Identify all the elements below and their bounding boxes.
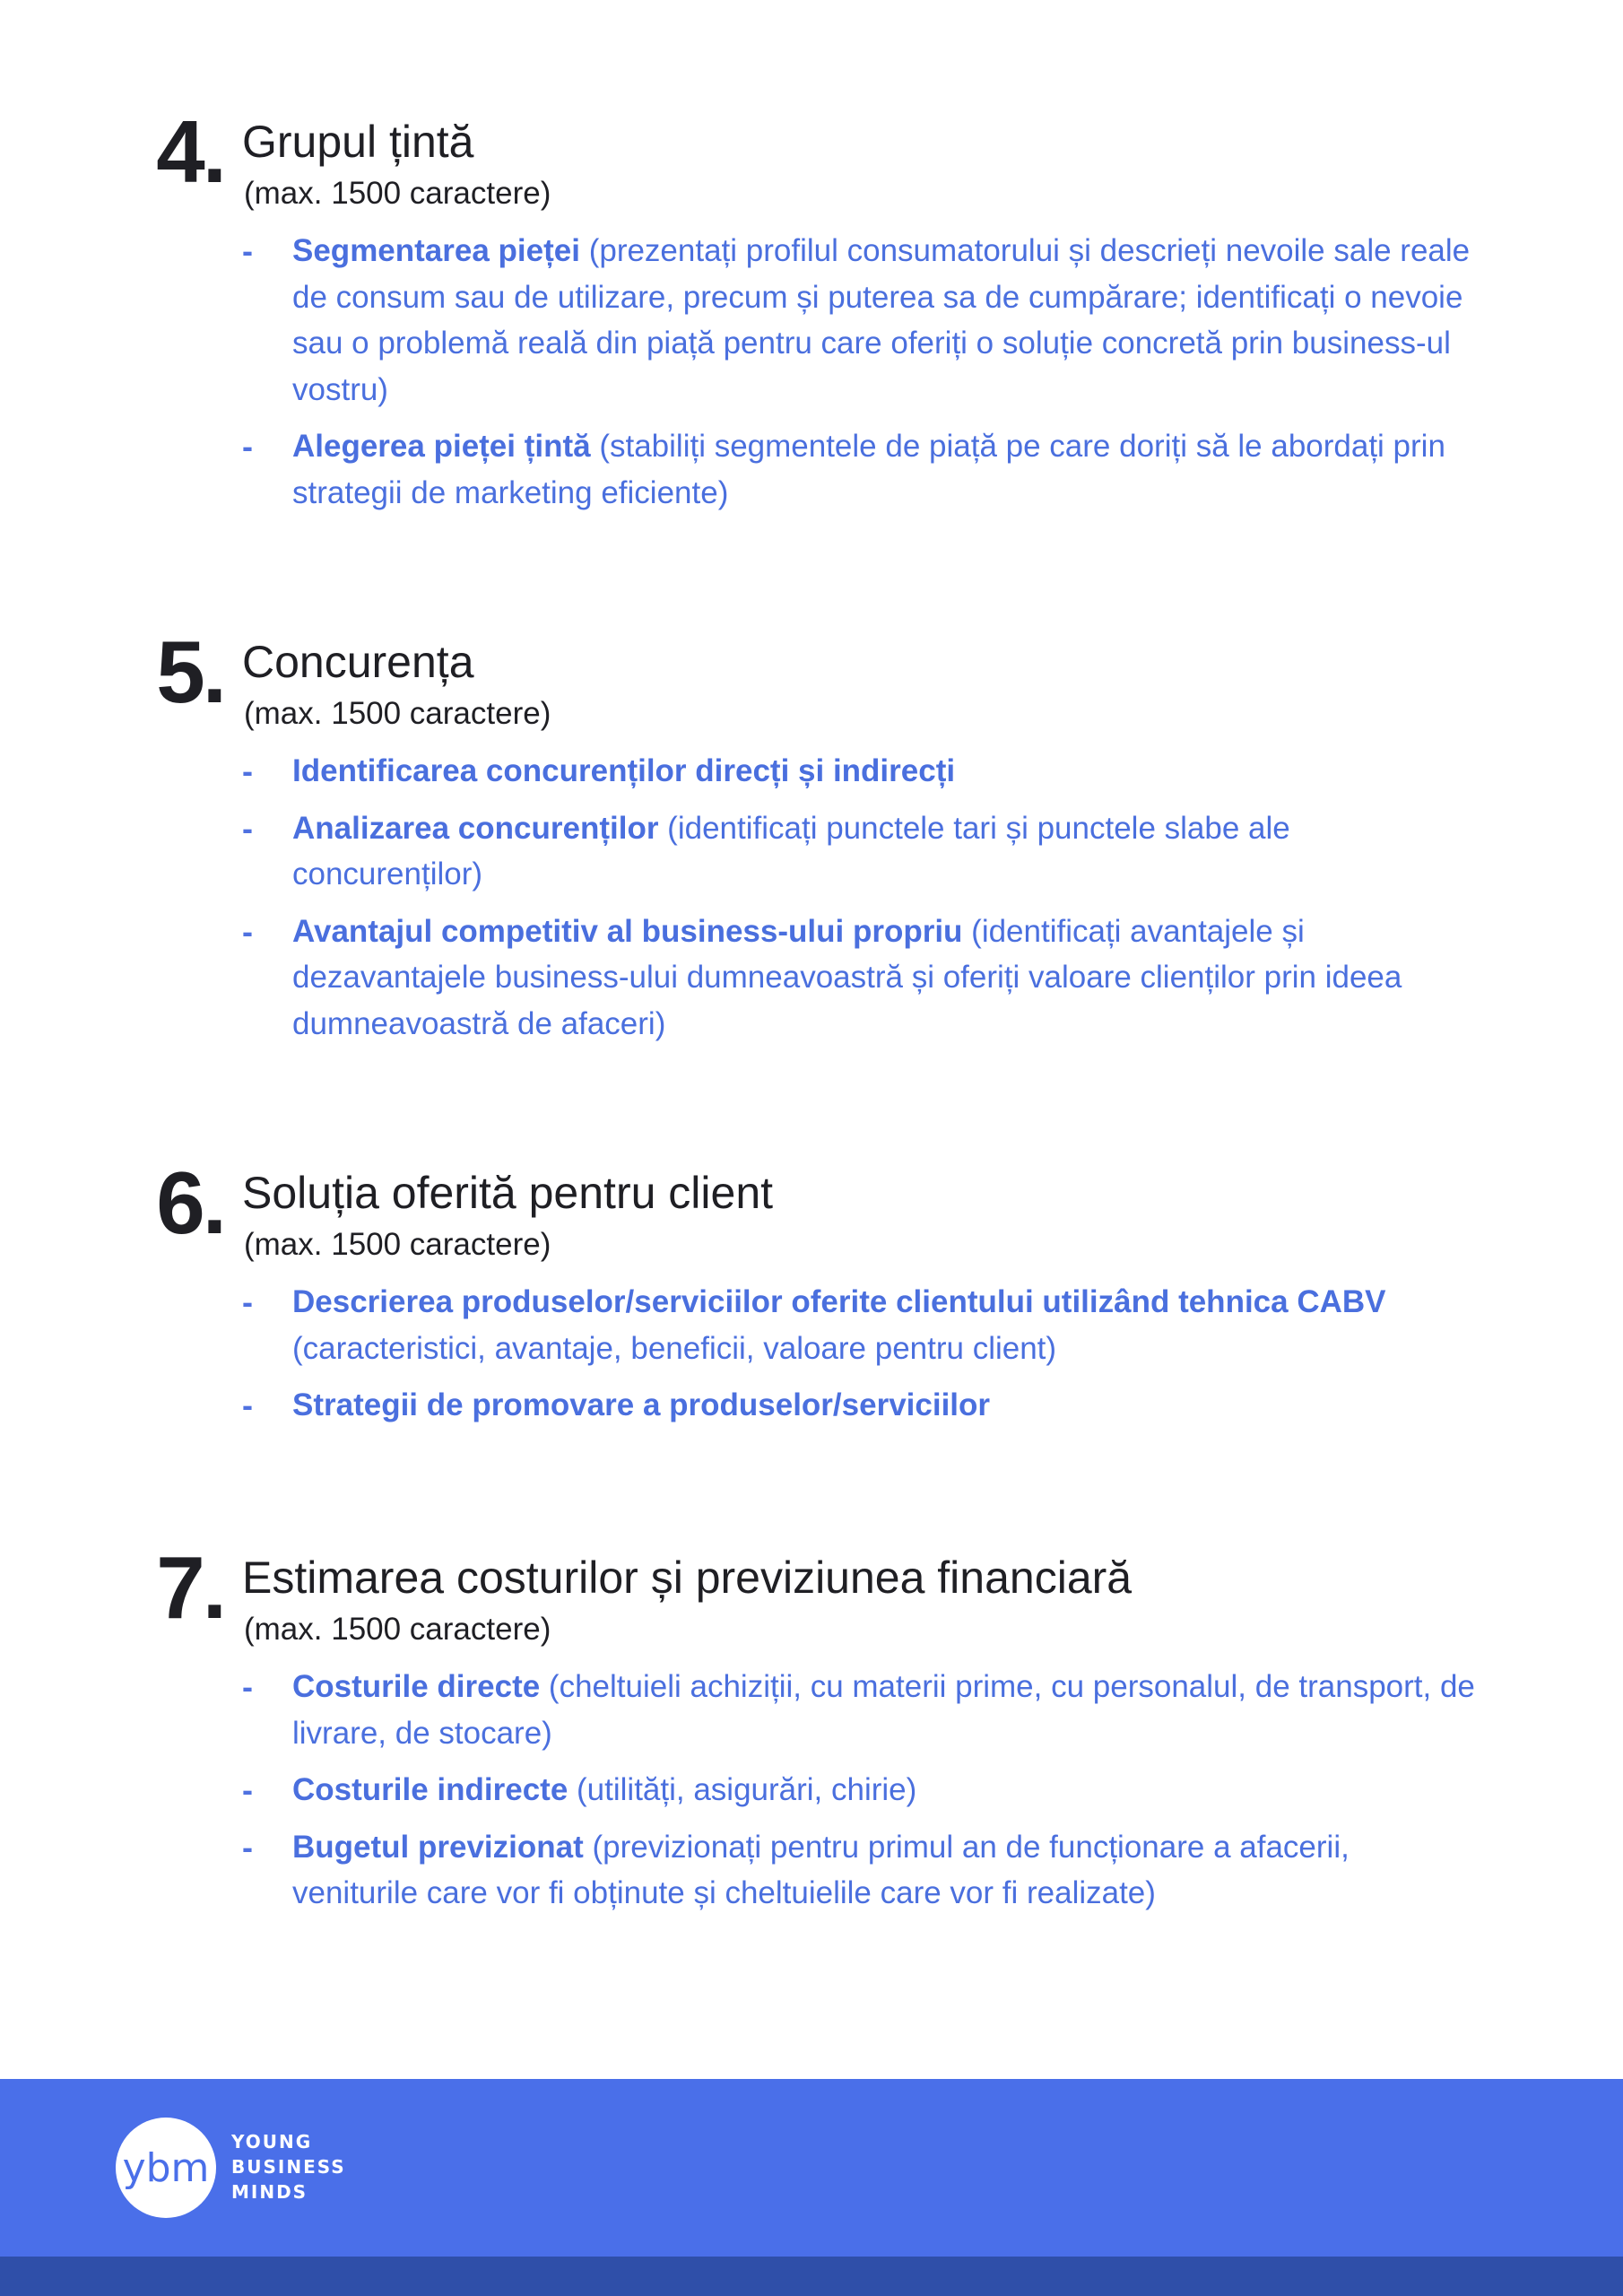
brand-line: MINDS bbox=[231, 2181, 308, 2203]
item-description: (identificați avantajele și dezavantajele business-ului dumneavoastră și oferiți valoare clienților prin ideea dumneavoastră de afaceri) bbox=[292, 913, 1402, 1041]
list-item bbox=[242, 423, 1480, 516]
bullet-dash: - bbox=[242, 232, 253, 269]
item-list bbox=[242, 1279, 1480, 1439]
item-bold: Costurile indirecte bbox=[292, 1772, 568, 1807]
brand-line: BUSINESS bbox=[231, 2156, 346, 2178]
list-item bbox=[242, 1767, 1480, 1813]
ybm-logo-icon bbox=[115, 2117, 217, 2219]
item-bold: Costurile directe bbox=[292, 1669, 541, 1704]
footer-bottom-bar bbox=[0, 2257, 1623, 2296]
section-number: 6. bbox=[156, 1153, 224, 1252]
item-description: (caracteristici, avantaje, beneficii, valoare pentru client) bbox=[292, 1330, 1057, 1366]
item-list bbox=[242, 228, 1480, 526]
logo-text: ybm bbox=[122, 2145, 210, 2191]
bullet-dash: - bbox=[242, 912, 253, 950]
bullet-dash: - bbox=[242, 1387, 253, 1423]
list-item bbox=[242, 1382, 1480, 1429]
item-list bbox=[242, 748, 1480, 1057]
list-item bbox=[242, 805, 1480, 898]
item-description: (previzionați pentru primul an de funcționare a afacerii, veniturile care vor fi obținute și cheltuielile care vor fi realizate) bbox=[292, 1829, 1350, 1910]
list-item bbox=[242, 748, 1480, 795]
item-bold: Identificarea concurenților direcți și indirecți bbox=[292, 753, 956, 788]
bullet-dash: - bbox=[242, 809, 253, 847]
list-item bbox=[242, 1279, 1480, 1371]
section-title: Grupul țintă bbox=[242, 117, 474, 167]
bullet-dash: - bbox=[242, 1771, 253, 1808]
item-bold: Bugetul previzionat bbox=[292, 1829, 584, 1865]
item-description: (cheltuieli achiziții, cu materii prime, cu personalul, de transport, de livrare, de stocare) bbox=[292, 1669, 1475, 1751]
section-title: Estimarea costurilor și previziunea financiară bbox=[242, 1552, 1133, 1603]
bullet-dash: - bbox=[242, 1283, 253, 1320]
section-number: 5. bbox=[156, 622, 224, 721]
item-bold: Avantajul competitiv al business-ului propriu bbox=[292, 913, 963, 949]
item-bold: Strategii de promovare a produselor/serviciilor bbox=[292, 1387, 991, 1422]
item-description: (prezentați profilul consumatorului și descrieți nevoile sale reale de consum sau de utilizare, precum și puterea sa de cumpărare; identificați o nevoie sau o problemă reală din piață pentru care oferiți o soluție concretă prin business-ul vostru) bbox=[292, 233, 1471, 407]
list-item bbox=[242, 1824, 1480, 1917]
list-item bbox=[242, 1664, 1480, 1756]
character-limit: (max. 1500 caractere) bbox=[244, 696, 551, 731]
bullet-dash: - bbox=[242, 428, 253, 465]
section-number: 4. bbox=[156, 102, 224, 201]
item-description: (stabiliți segmentele de piață pe care doriți să le abordați prin strategii de marketing eficiente) bbox=[292, 429, 1445, 510]
character-limit: (max. 1500 caractere) bbox=[244, 176, 551, 211]
section-title: Concurența bbox=[242, 637, 474, 687]
item-list bbox=[242, 1664, 1480, 1927]
footer bbox=[0, 2079, 1623, 2257]
brand-line: YOUNG bbox=[231, 2131, 313, 2152]
bullet-dash: - bbox=[242, 1828, 253, 1866]
section-number: 7. bbox=[156, 1538, 224, 1637]
character-limit: (max. 1500 caractere) bbox=[244, 1227, 551, 1262]
item-bold: Segmentarea pieței bbox=[292, 233, 580, 268]
section-title: Soluția oferită pentru client bbox=[242, 1168, 774, 1218]
item-description: (utilități, asigurări, chirie) bbox=[568, 1772, 917, 1807]
bullet-dash: - bbox=[242, 752, 253, 789]
item-bold: Alegerea pieței țintă bbox=[292, 429, 591, 464]
list-item bbox=[242, 228, 1480, 413]
item-bold: Descrierea produselor/serviciilor oferite clientului utilizând tehnica CABV bbox=[292, 1284, 1386, 1319]
item-bold: Analizarea concurenților bbox=[292, 810, 659, 846]
character-limit: (max. 1500 caractere) bbox=[244, 1612, 551, 1647]
list-item bbox=[242, 909, 1480, 1048]
brand-name bbox=[231, 2129, 346, 2205]
item-description: (identificați punctele tari și punctele slabe ale concurenților) bbox=[292, 810, 1290, 891]
bullet-dash: - bbox=[242, 1668, 253, 1705]
